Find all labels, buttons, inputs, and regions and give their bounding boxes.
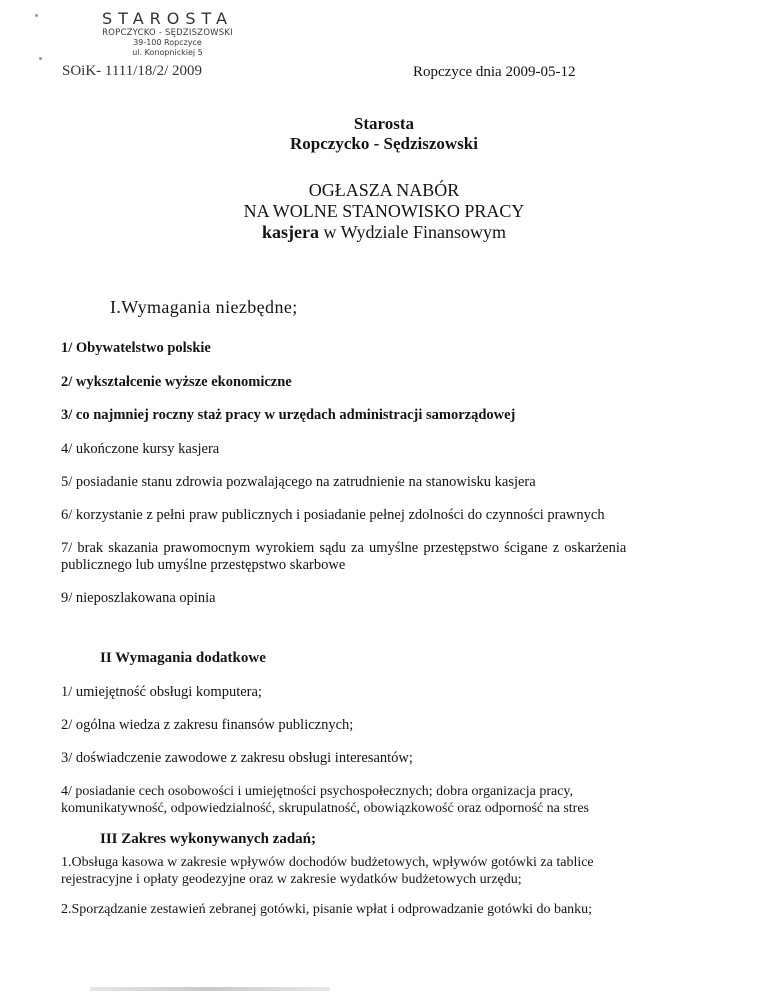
task-item: 2.Sporządzanie zestawień zebranej gotówki, pisanie wpłat i odprowadzanie gotówki do banku; xyxy=(61,902,593,917)
scan-speck xyxy=(35,14,38,17)
office-stamp xyxy=(80,10,255,58)
stamp-title: STAROSTA xyxy=(102,9,233,28)
announcement-line-1: OGŁASZA NABÓR xyxy=(308,180,460,200)
requirement-item-continued: publicznego lub umyślne przestępstwo skarbowe xyxy=(61,557,346,573)
requirement-item: 9/ nieposzlakowana opinia xyxy=(61,590,216,606)
stamp-postal-code: 39-100 Ropczyce xyxy=(133,38,202,47)
task-item-continued: rejestracyjne i opłaty geodezyjne oraz w zakresie wydatków budżetowych urzędu; xyxy=(61,872,522,887)
stamp-street: ul. Konopnickiej 5 xyxy=(132,48,203,57)
additional-requirement-item-continued: komunikatywność, odpowiedzialność, skrupulatność, obowiązkowość oraz odporność na stres xyxy=(61,801,589,816)
section-2-heading: II Wymagania dodatkowe xyxy=(100,650,266,666)
stamp-office-name: ROPCZYCKO - SĘDZISZOWSKI xyxy=(102,28,233,38)
requirement-item: 5/ posiadanie stanu zdrowia pozwalającego na zatrudnienie na stanowisku kasjera xyxy=(61,474,536,490)
issuer-name: Ropczycko - Sędziszowski xyxy=(290,134,478,153)
requirement-item: 7/ brak skazania prawomocnym wyrokiem sądu za umyślne przestępstwo ścigane z oskarżenia xyxy=(61,540,627,556)
additional-requirement-item: 2/ ogólna wiedza z zakresu finansów publicznych; xyxy=(61,717,354,733)
scan-speck xyxy=(39,57,42,60)
additional-requirement-item: 1/ umiejętność obsługi komputera; xyxy=(61,684,262,700)
announcement-line-2: NA WOLNE STANOWISKO PRACY xyxy=(243,201,525,221)
scan-edge-shadow xyxy=(90,987,330,991)
additional-requirement-item: 4/ posiadanie cech osobowości i umiejętności psychospołecznych; dobra organizacja pracy, xyxy=(61,784,573,799)
requirement-item: 4/ ukończone kursy kasjera xyxy=(61,441,220,457)
position-department: w Wydziale Finansowym xyxy=(318,222,507,242)
task-item: 1.Obsługa kasowa w zakresie wpływów dochodów budżetowych, wpływów gotówki za tablice xyxy=(61,855,594,870)
section-1-heading: I.Wymagania niezbędne; xyxy=(110,297,298,317)
requirement-item: 2/ wykształcenie wyższe ekonomiczne xyxy=(61,374,292,390)
document-date: Ropczyce dnia 2009-05-12 xyxy=(413,64,576,80)
additional-requirement-item: 3/ doświadczenie zawodowe z zakresu obsługi interesantów; xyxy=(61,750,413,766)
position-name: kasjera xyxy=(261,222,319,242)
requirement-item: 3/ co najmniej roczny staż pracy w urzędach administracji samorządowej xyxy=(61,407,516,423)
reference-number: SOiK- 1111/18/2/ 2009 xyxy=(62,63,203,79)
requirement-item: 1/ Obywatelstwo polskie xyxy=(61,340,211,356)
section-3-heading: III Zakres wykonywanych zadań; xyxy=(100,831,317,847)
requirement-item: 6/ korzystanie z pełni praw publicznych i posiadanie pełnej zdolności do czynności prawnych xyxy=(61,507,605,523)
issuer-title: Starosta xyxy=(353,114,415,133)
announcement-position xyxy=(0,222,768,243)
